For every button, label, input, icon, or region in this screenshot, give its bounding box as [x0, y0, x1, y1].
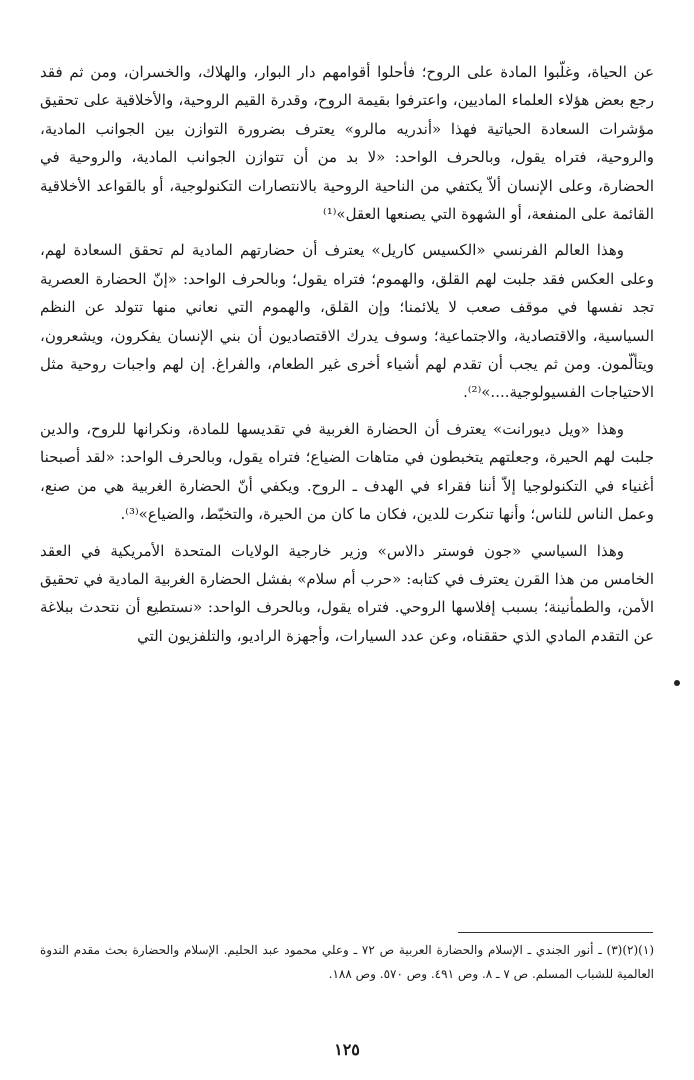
- paragraph-1: عن الحياة، وغلّبوا المادة على الروح؛ فأحلوا أقوامهم دار البوار، والهلاك، والخسران، ومن ثم فقد رجع بعض هؤلاء العلماء الماديين، واعترفوا بقيمة الروح، وقدرة القيم الروحية، والأخلاقية على تحقيق مؤشرات السعادة الحياتية فهذا «أندريه مالرو» يعترف بضرورة التوازن بين الجوانب المادية، والروحية، فتراه يقول، وبالحرف الواحد: «لا بد من أن تتوازن الجوانب المادية، والروحية في الحضارة، وعلى الإنسان ألاّ يكتفي من الناحية الروحية بالانتصارات التكنولوجية، أو بالقواعد الأخلاقية القائمة على المنفعة، أو الشهوة التي يصنعها العقل»⁽¹⁾: [40, 63, 654, 224]
- margin-dot: [674, 680, 680, 686]
- footnotes: [40, 938, 654, 986]
- paragraph-4: وهذا السياسي «جون فوستر دالاس» وزير خارجية الولايات المتحدة الأمريكية في العقد الخامس من هذا القرن يعترف في كتابه: «حرب أم سلام» بفشل الحضارة الغربية المادية في تحقيق الأمن، والطمأنينة؛ بسبب إفلاسها الروحي. فتراه يقول، وبالحرف الواحد: «نستطيع أن نتحدث ببلاغة عن التقدم المادي الذي حققناه، وعن عدد السيارات، وأجهزة الراديو، والتلفزيون التي: [40, 541, 654, 645]
- body-text: [40, 58, 654, 658]
- paragraph-2: وهذا العالم الفرنسي «الكسيس كاريل» يعترف أن حضارتهم المادية لم تحقق السعادة لهم، وعلى العكس فقد جلبت لهم القلق، والهموم؛ فتراه يقول؛ وبالحرف الواحد: «إنّ الحضارة العصرية تجد نفسها في موقف صعب لا يلائمنا؛ وإن القلق، والهموم التي نعاني منها تتولد عن النظم السياسية، والاقتصادية، والاجتماعية؛ وسوف يدرك الاقتصاديون أن بني الإنسان يفكرون، ويشعرون، ويتألّمون. ومن ثم يجب أن تقدم لهم أشياء أخرى غير الطعام، والفراغ. إن لهم واجبات روحية مثل الاحتياجات الفسيولوجية....»⁽²⁾.: [40, 241, 654, 402]
- page-number: ١٢٥: [334, 1040, 360, 1059]
- paragraph-3: وهذا «ويل ديورانت» يعترف أن الحضارة الغربية في تقديسها للمادة، ونكرانها للروح، والدين جلبت لهم الحيرة، وجعلتهم يتخبطون في متاهات الضياع؛ فتراه يقول، وبالحرف الواحد: «لقد أصبحنا أغنياء في التكنولوجيا إلاّ أننا فقراء في الهدف ـ الروح. ويكفي أنّ الحضارة الغربية هي من صنع، وعمل الناس للناس؛ وأنها تنكرت للدين، فكان ما كان من الحيرة، والتخبّط، والضياع»⁽³⁾.: [40, 419, 654, 524]
- footnote-divider: [458, 932, 653, 933]
- footnote-text: (١)(٢)(٣) ـ أنور الجندي ـ الإسلام والحضارة العربية ص ٧٢ ـ وعلي محمود عبد الحليم. الإسلام والحضارة بحث مقدم الندوة العالمية للشباب المسلم. ص ٧ ـ ٨. وص ٤٩١. وص ٥٧٠. وص ١٨٨.: [40, 943, 654, 981]
